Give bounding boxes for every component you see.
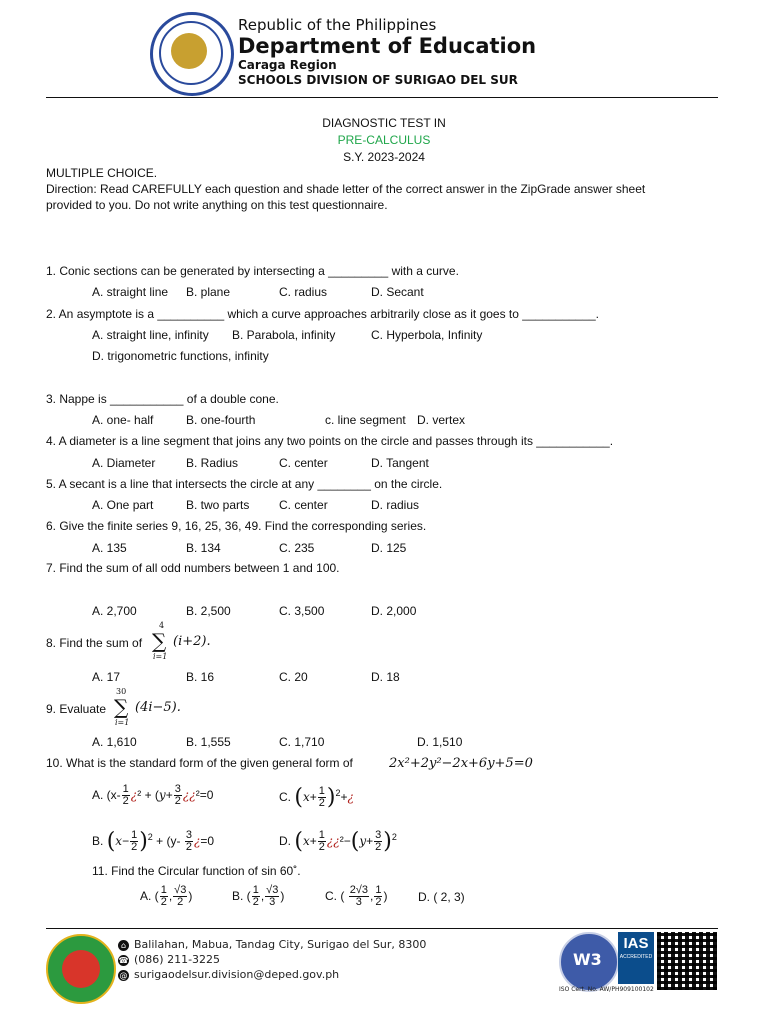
q2-choice-c: C. Hyperbola, Infinity xyxy=(371,328,483,342)
q8-sigma-upper: 4 xyxy=(159,621,165,630)
q1-choice-d: D. Secant xyxy=(371,285,424,299)
header-region: Caraga Region xyxy=(238,58,337,72)
question-3: 3. Nappe is ___________ of a double cone. xyxy=(46,392,279,406)
q3-choice-b: B. one-fourth xyxy=(186,413,256,427)
division-seal-core xyxy=(62,950,100,988)
phone-icon: ☎ xyxy=(118,955,129,965)
deped-seal-logo xyxy=(150,12,234,96)
footer-phone: ☎ (086) 211-3225 xyxy=(118,953,221,966)
q7-choice-c: C. 3,500 xyxy=(279,604,325,618)
q9-choice-d: D. 1,510 xyxy=(417,735,463,749)
test-subject: PRE-CALCULUS xyxy=(337,133,431,147)
q8-choice-c: C. 20 xyxy=(279,670,308,684)
q6-choice-b: B. 134 xyxy=(186,541,221,555)
q11-choice-d: D. ( 2, 3) xyxy=(418,890,465,904)
question-2: 2. An asymptote is a __________ which a curve approaches arbitrarily close as it goes to ___________. xyxy=(46,307,600,321)
q6-choice-d: D. 125 xyxy=(371,541,407,555)
q1-choice-a: A. straight line xyxy=(92,285,169,299)
header-divider xyxy=(46,97,718,98)
question-11: 11. Find the Circular function of sin 60˚. xyxy=(92,864,301,878)
q1-choice-b: B. plane xyxy=(186,285,231,299)
q1-choice-c: C. radius xyxy=(279,285,328,299)
q9-choice-a: A. 1,610 xyxy=(92,735,137,749)
email-icon: @ xyxy=(119,970,128,980)
q9-choice-b: B. 1,555 xyxy=(186,735,231,749)
test-title: DIAGNOSTIC TEST IN xyxy=(322,116,446,130)
q9-expression: (4i−5). xyxy=(135,700,181,715)
q4-choice-b: B. Radius xyxy=(186,456,239,470)
footer-address: ⌂ Balilahan, Mabua, Tandag City, Surigao del Sur, 8300 xyxy=(118,938,426,951)
question-1: 1. Conic sections can be generated by intersecting a _________ with a curve. xyxy=(46,264,459,278)
question-6: 6. Give the finite series 9, 16, 25, 36, 49. Find the corresponding series. xyxy=(46,519,427,533)
ias-accredited-logo: IAS ACCREDITED xyxy=(618,932,654,984)
question-4: 4. A diameter is a line segment that joins any two points on the circle and passes through its ___________. xyxy=(46,434,614,448)
w3-certification-logo: W3 xyxy=(559,932,619,992)
q8-expression: (i+2). xyxy=(173,634,211,649)
header-division: SCHOOLS DIVISION OF SURIGAO DEL SUR xyxy=(238,73,518,87)
q9-choice-c: C. 1,710 xyxy=(279,735,325,749)
q10-choice-c: C. (x+ $\frac{1}{2}$ )$^2$+¿ xyxy=(279,784,354,810)
q4-choice-c: C. center xyxy=(279,456,328,470)
q11-choice-b: B. ( $\frac{1}{2}$ , $\frac{√3}{3}$ ) xyxy=(232,884,285,909)
q10-choice-d: D. (x+ $\frac{1}{2}$ ¿¿²−(y+ $\frac{3}{2}$ )$^2$ xyxy=(279,828,397,854)
header-republic: Republic of the Philippines xyxy=(238,16,437,34)
q6-choice-a: A. 135 xyxy=(92,541,127,555)
footer-divider xyxy=(46,928,718,929)
qr-code xyxy=(657,932,717,990)
q8-sigma-lower: i=1 xyxy=(153,652,168,661)
q7-choice-d: D. 2,000 xyxy=(371,604,417,618)
location-icon: ⌂ xyxy=(118,940,129,951)
direction-line-1: Direction: Read CAREFULLY each question and shade letter of the correct answer in the ZipGrade answer sheet xyxy=(46,182,646,196)
question-7: 7. Find the sum of all odd numbers between 1 and 100. xyxy=(46,561,340,575)
school-year: S.Y. 2023-2024 xyxy=(343,150,425,164)
question-9: 9. Evaluate xyxy=(46,702,107,716)
q9-sigma-upper: 30 xyxy=(116,687,127,696)
q5-choice-a: A. One part xyxy=(92,498,154,512)
q8-sigma-symbol: ∑ xyxy=(152,629,167,653)
q5-choice-c: C. center xyxy=(279,498,328,512)
q8-choice-d: D. 18 xyxy=(371,670,400,684)
q4-choice-a: A. Diameter xyxy=(92,456,156,470)
q9-sigma-symbol: ∑ xyxy=(114,695,129,719)
direction-line-2: provided to you. Do not write anything on this test questionnaire. xyxy=(46,198,388,212)
q10-general-form: 2x²+2y²−2x+6y+5=0 xyxy=(389,756,533,771)
question-5: 5. A secant is a line that intersects the circle at any ________ on the circle. xyxy=(46,477,443,491)
q5-choice-b: B. two parts xyxy=(186,498,250,512)
q7-choice-a: A. 2,700 xyxy=(92,604,137,618)
q11-choice-c: C. ( $\frac{2√3}{3}$ , $\frac{1}{2}$ ) xyxy=(325,884,388,909)
iso-cert-number: ISO Cert. No. AW/PH909100102 xyxy=(559,986,654,993)
q2-choice-b: B. Parabola, infinity xyxy=(232,328,336,342)
q5-choice-d: D. radius xyxy=(371,498,420,512)
division-seal-logo xyxy=(46,934,116,1004)
q9-sigma-lower: i=1 xyxy=(115,718,130,727)
q3-choice-c: c. line segment xyxy=(325,413,406,427)
question-10: 10. What is the standard form of the given general form of xyxy=(46,756,353,770)
q8-choice-a: A. 17 xyxy=(92,670,121,684)
footer-email: @ surigaodelsur.division@deped.gov.ph xyxy=(119,968,340,981)
question-8: 8. Find the sum of xyxy=(46,636,143,650)
q7-choice-b: B. 2,500 xyxy=(186,604,231,618)
q10-choice-b: B. (x− $\frac{1}{2}$ )$^2$ + (y- $\frac{3}{2}$ ¿=0 xyxy=(92,828,215,854)
q2-choice-d: D. trigonometric functions, infinity xyxy=(92,349,269,363)
q10-choice-a: A. (x- $\frac{1}{2}$ ¿² + (y+ $\frac{3}{2}$ ¿¿²=0 xyxy=(92,783,214,808)
q4-choice-d: D. Tangent xyxy=(371,456,429,470)
q8-choice-b: B. 16 xyxy=(186,670,215,684)
q11-choice-a: A. ( $\frac{1}{2}$ , $\frac{√3}{2}$ ) xyxy=(140,884,193,909)
q6-choice-c: C. 235 xyxy=(279,541,315,555)
seal-core xyxy=(171,33,207,69)
q2-choice-a: A. straight line, infinity xyxy=(92,328,209,342)
q3-choice-d: D. vertex xyxy=(417,413,466,427)
test-type: MULTIPLE CHOICE. xyxy=(46,166,158,180)
q3-choice-a: A. one- half xyxy=(92,413,154,427)
header-department: Department of Education xyxy=(238,34,537,58)
